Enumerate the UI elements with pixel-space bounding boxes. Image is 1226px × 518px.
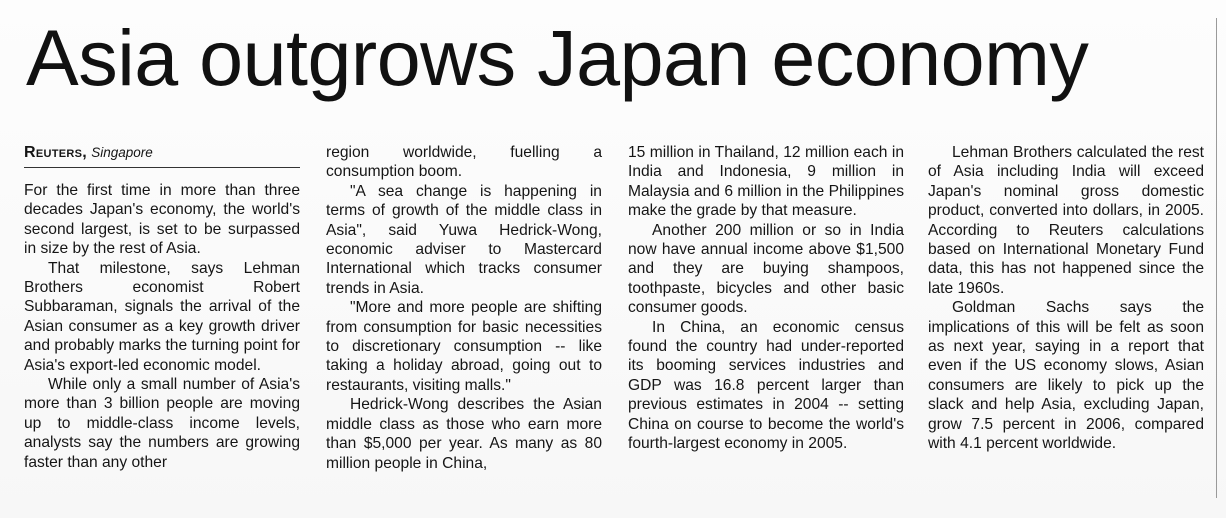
article-column-4 bbox=[928, 143, 1204, 454]
article-column-1 bbox=[24, 143, 300, 472]
paragraph: Lehman Brothers calculated the rest of Asia including India will exceed Japan's nominal gross domestic product, converted into dollars, in 2005. According to Reuters calculations based on International Monetary Fund data, this has not happened since the late 1960s. bbox=[928, 144, 1204, 297]
column-edge-rule bbox=[1216, 18, 1217, 498]
byline-location: Singapore bbox=[91, 145, 153, 160]
paragraph: While only a small number of Asia's more than 3 billion people are moving up to middle-class income levels, analysts say the numbers are growing faster than any other bbox=[24, 376, 300, 471]
paragraph: That milestone, says Lehman Brothers economist Robert Subbaraman, signals the arrival of the Asian consumer as a key growth driver and probably marks the turning point for Asia's export-led economic model. bbox=[24, 259, 300, 374]
paragraph: In China, an economic census found the country had under-reported its booming services industries and GDP was 16.8 percent larger than previous estimates in 2004 -- setting China on course to become the world's fourth-largest economy in 2005. bbox=[628, 318, 904, 453]
paragraph: "A sea change is happening in terms of growth of the middle class in Asia", said Yuwa Hedrick-Wong, economic adviser to Mastercard International which tracks consumer trends in Asia. bbox=[326, 182, 602, 297]
paragraph: Goldman Sachs says the implications of this will be felt as soon as next year, saying in a report that even if the US economy slows, Asian consumers are likely to pick up the slack and help Asia, excluding Japan, grow 7.5 percent in 2006, compared with 4.1 percent worldwide. bbox=[928, 299, 1204, 453]
headline: Asia outgrows Japan economy bbox=[26, 13, 1089, 102]
paragraph: 15 million in Thailand, 12 million each in India and Indonesia, 9 million in Malaysia and 6 million in the Philippines make the grade by that measure. bbox=[628, 144, 904, 220]
paragraph: Another 200 million or so in India now have annual income above $1,500 and they are buying shampoos, toothpaste, bicycles and other basic consumer goods. bbox=[628, 221, 904, 317]
article-column-3 bbox=[628, 143, 904, 454]
paragraph: Hedrick-Wong describes the Asian middle class as those who earn more than $5,000 per year. As many as 80 million people in China, bbox=[326, 396, 602, 472]
byline-agency: Reuters, bbox=[24, 144, 88, 161]
paragraph: region worldwide, fuelling a consumption boom. bbox=[326, 144, 602, 181]
byline bbox=[24, 143, 300, 168]
paragraph: For the first time in more than three decades Japan's economy, the world's second largest, is set to be surpassed in size by the rest of Asia. bbox=[24, 182, 300, 258]
paragraph: "More and more people are shifting from consumption for basic necessities to discretionary consumption -- like taking a holiday abroad, going out to restaurants, visiting malls." bbox=[326, 299, 602, 394]
article-column-2 bbox=[326, 143, 602, 473]
